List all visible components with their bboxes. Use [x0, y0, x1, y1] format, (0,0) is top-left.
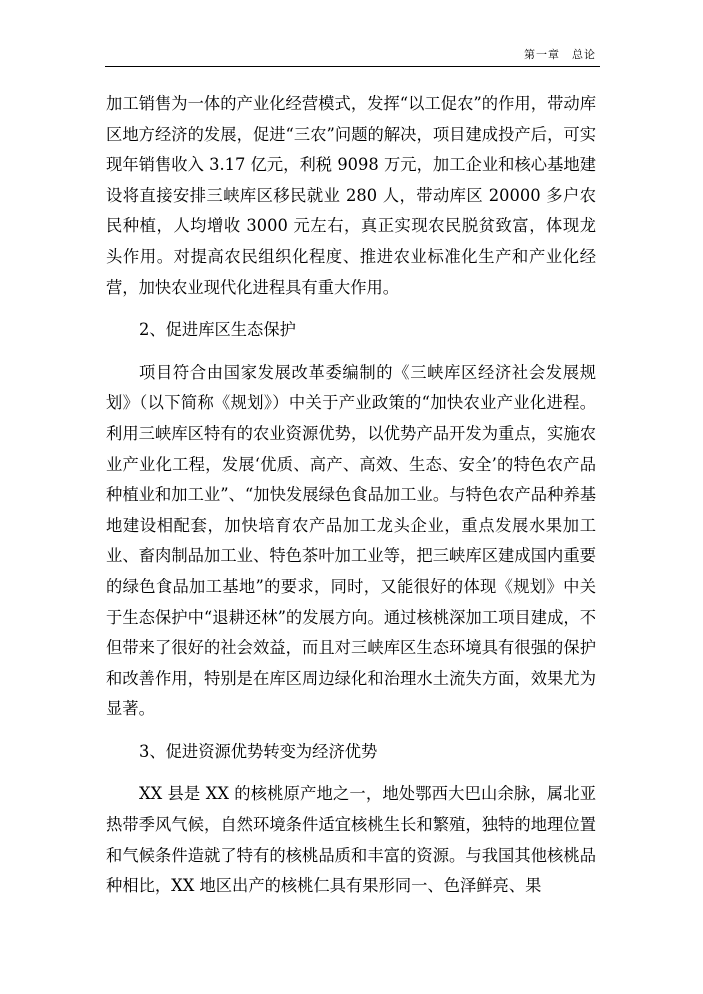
section-heading-3: 3、促进资源优势转变为经济优势: [139, 741, 378, 761]
spacer: [106, 346, 596, 358]
section-3-paragraph: XX 县是 XX 的核桃原产地之一，地处鄂西大巴山余脉，属北亚热带季风气候，自然环境条件适宜核桃生长和繁殖，独特的地理位置和气候条件造就了特有的核桃品质和丰富的资源。与我国其他核桃品种相比，XX 地区出产的核桃仁具有果形同一、色泽鲜亮、果: [106, 784, 596, 896]
section-2-paragraph: 项目符合由国家发展改革委编制的《三峡库区经济社会发展规划》（以下简称《规划》）中关于产业政策的“加快农业产业化进程。利用三峡库区特有的农业资源优势，以优势产品开发为重点，实施农业产业化工程，发展‘优质、高产、高效、生态、安全’的特色农产品种植业和加工业”、“加快发展绿色食品加工业。与特色农产品种养基地建设相配套，加快培育农产品加工龙头企业，重点发展水果加工业、畜肉制品加工业、特色茶叶加工业等，把三峡库区建成国内重要的绿色食品加工基地”的要求，同时，又能很好的体现《规划》中关于生态保护中“退耕还林”的发展方向。通过核桃深加工项目建成，不但带来了很好的社会效益，而且对三峡库区生态环境具有很强的保护和改善作用，特别是在库区周边绿化和治理水土流失方面，效果尤为显著。: [106, 362, 596, 719]
spacer: [106, 767, 596, 779]
chapter-title: 第一章 总论: [524, 48, 596, 61]
document-body: [106, 89, 596, 902]
paragraph-continuation: 加工销售为一体的产业化经营模式，发挥“以工促农”的作用，带动库区地方经济的发展，促进“三农”问题的解决，项目建成投产后，可实现年销售收入 3.17 亿元，利税 9098 万元，加工企业和核心基地建设将直接安排三峡库区移民就业 280 人，带动库区 20000 多户农民种植，人均增收 3000 元左右，真正实现农民脱贫致富，体现龙头作用。对提高农民组织化程度、推进农业标准化生产和产业化经营，加快农业现代化进程具有重大作用。: [106, 94, 596, 297]
spacer: [106, 303, 596, 315]
spacer: [106, 725, 596, 737]
page-header: [105, 44, 600, 67]
section-heading-2: 2、促进库区生态保护: [139, 320, 296, 340]
